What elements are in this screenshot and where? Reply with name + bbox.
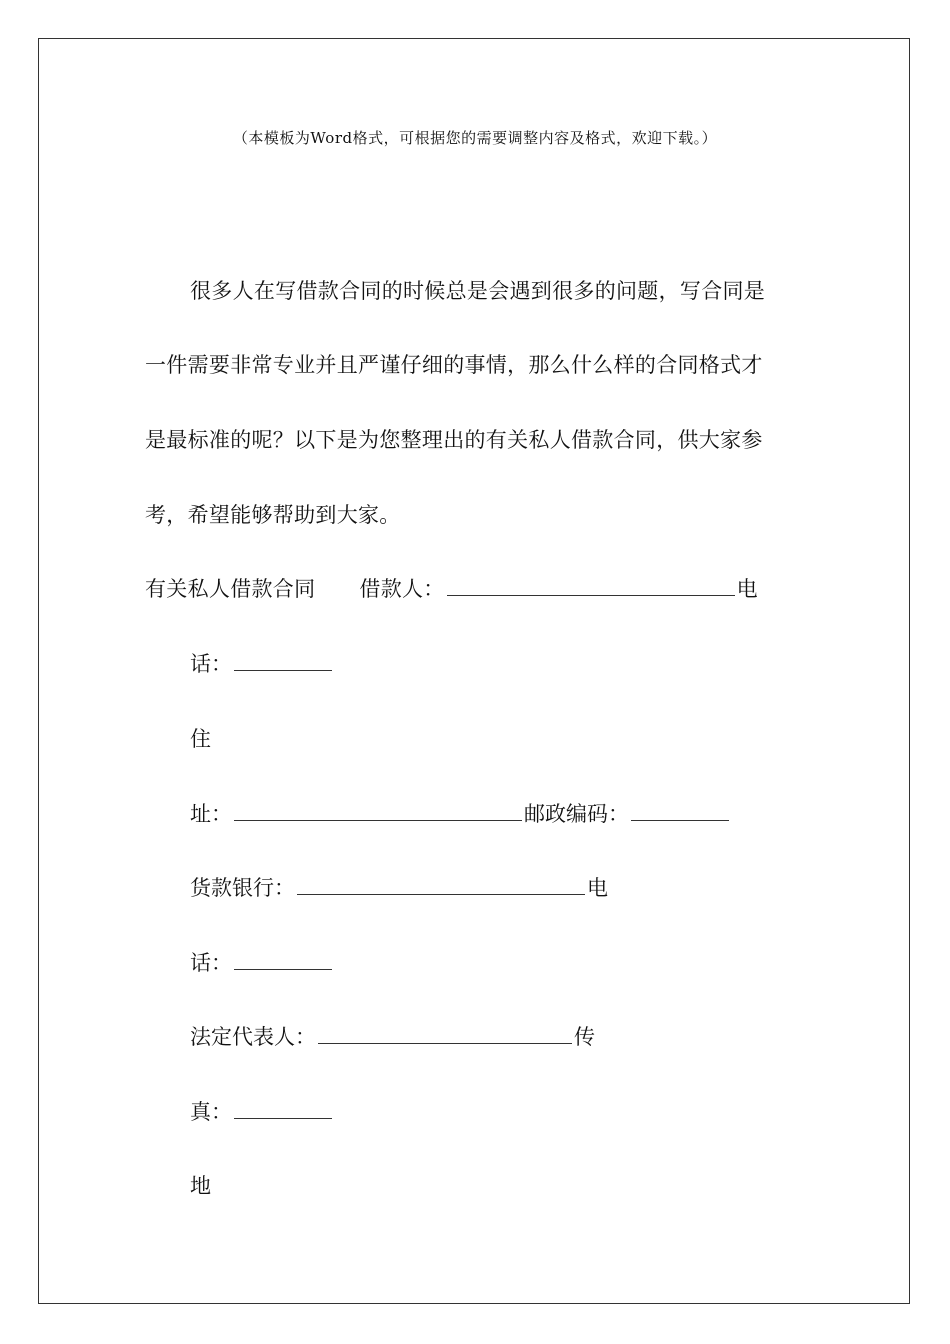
fax-blank[interactable] (234, 1100, 332, 1119)
bank-blank[interactable] (297, 876, 585, 895)
fax-start: 传 (574, 1025, 595, 1049)
contract-title-row (145, 573, 758, 603)
bank-phone-blank[interactable] (234, 951, 332, 970)
fax-label: 真： (190, 1100, 232, 1124)
fax-row (190, 1096, 334, 1126)
phone-label: 话： (190, 652, 232, 676)
borrower-label: 借款人： (359, 577, 445, 601)
bank-phone-row (190, 947, 334, 977)
contract-title: 有关私人借款合同 (145, 577, 316, 601)
postcode-label: 邮政编码： (524, 802, 629, 826)
page-border (38, 38, 910, 1304)
postcode-blank[interactable] (631, 802, 729, 821)
borrower-blank[interactable] (447, 577, 735, 596)
bank-phone-start: 电 (587, 876, 608, 900)
location-label-start: 地 (190, 1174, 211, 1198)
phone-label-start: 电 (736, 577, 758, 601)
address-blank[interactable] (234, 802, 522, 821)
intro-line-3: 是最标准的呢？以下是为您整理出的有关私人借款合同，供大家参 (145, 428, 763, 452)
address-row (190, 798, 731, 828)
legal-rep-row (190, 1021, 595, 1051)
address-label: 址： (190, 802, 232, 826)
address-label-start: 住 (190, 727, 211, 751)
bank-phone-label: 话： (190, 951, 232, 975)
legal-rep-label: 法定代表人： (190, 1025, 316, 1049)
intro-line-2: 一件需要非常专业并且严谨仔细的事情，那么什么样的合同格式才 (145, 353, 763, 377)
intro-line-4: 考，希望能够帮助到大家。 (145, 503, 401, 527)
phone-blank[interactable] (234, 652, 332, 671)
phone-row (190, 648, 334, 678)
intro-line-1: 很多人在写借款合同的时候总是会遇到很多的问题，写合同是 (190, 279, 766, 303)
bank-row (190, 872, 608, 902)
location-start-row (190, 1170, 211, 1200)
bank-label: 货款银行： (190, 876, 295, 900)
address-start-row (190, 723, 211, 753)
template-notice: （本模板为Word格式，可根据您的需要调整内容及格式，欢迎下载。） (232, 129, 718, 147)
legal-rep-blank[interactable] (318, 1025, 572, 1044)
